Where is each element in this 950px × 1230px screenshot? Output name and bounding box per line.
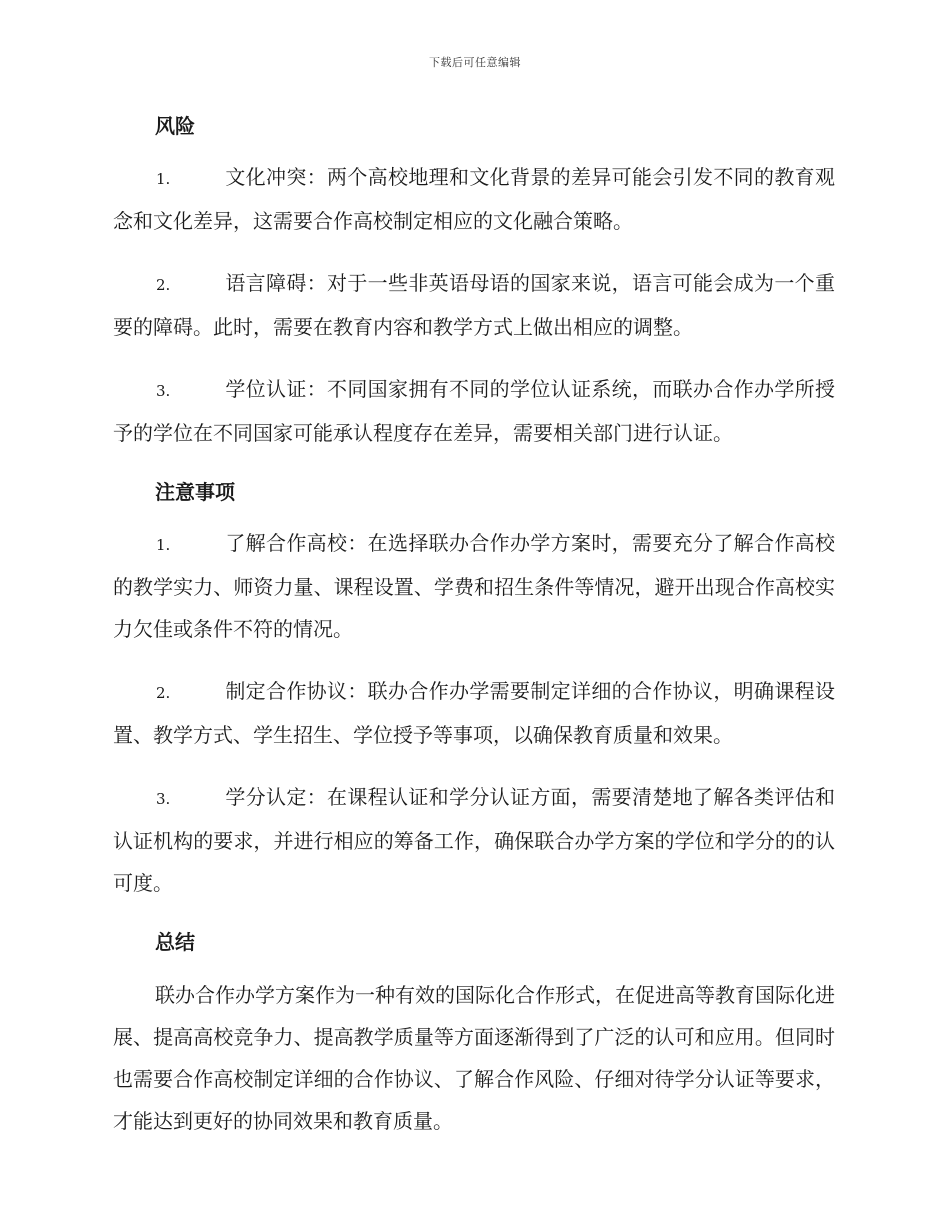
list-item [113, 776, 835, 904]
header-note: 下载后可任意编辑 [429, 56, 521, 69]
summary-paragraph: 联办合作办学方案作为一种有效的国际化合作形式，在促进高等教育国际化进展、提高高校竞争力、提高教学质量等方面逐渐得到了广泛的认可和应用。但同时也需要合作高校制定详细的合作协议、了解合作风险、仔细对待学分认证等要求，才能达到更好的协同效果和教育质量。 [113, 983, 835, 1133]
item-number: 3. [156, 790, 171, 808]
item-number: 2. [156, 276, 171, 294]
section-heading: 风险 [155, 114, 195, 138]
list-item [113, 522, 835, 650]
document-body [113, 108, 835, 1162]
section-heading: 注意事项 [155, 480, 235, 504]
section-notes [113, 474, 835, 904]
section-heading: 总结 [155, 930, 195, 954]
item-text: 学位认证：不同国家拥有不同的学位认证系统，而联办合作办学所授予的学位在不同国家可能承认程度存在差异，需要相关部门进行认证。 [113, 377, 835, 445]
list-item [113, 156, 835, 242]
item-number: 3. [156, 382, 171, 400]
item-text: 文化冲突：两个高校地理和文化背景的差异可能会引发不同的教育观念和文化差异，这需要合作高校制定相应的文化融合策略。 [113, 165, 835, 233]
item-text: 语言障碍：对于一些非英语母语的国家来说，语言可能会成为一个重要的障碍。此时，需要在教育内容和教学方式上做出相应的调整。 [113, 271, 835, 339]
list-item [113, 670, 835, 756]
item-number: 1. [156, 170, 171, 188]
section-risks [113, 108, 835, 454]
item-text: 了解合作高校：在选择联办合作办学方案时，需要充分了解合作高校的教学实力、师资力量、课程设置、学费和招生条件等情况，避开出现合作高校实力欠佳或条件不符的情况。 [113, 531, 835, 641]
section-summary [113, 924, 835, 1142]
list-item [113, 262, 835, 348]
item-number: 1. [156, 536, 171, 554]
item-text: 学分认定：在课程认证和学分认证方面，需要清楚地了解各类评估和认证机构的要求，并进行相应的筹备工作，确保联合办学方案的学位和学分的的认可度。 [113, 785, 835, 895]
item-number: 2. [156, 684, 171, 702]
item-text: 制定合作协议：联办合作办学需要制定详细的合作协议，明确课程设置、教学方式、学生招生、学位授予等事项，以确保教育质量和效果。 [113, 679, 835, 747]
list-item [113, 368, 835, 454]
